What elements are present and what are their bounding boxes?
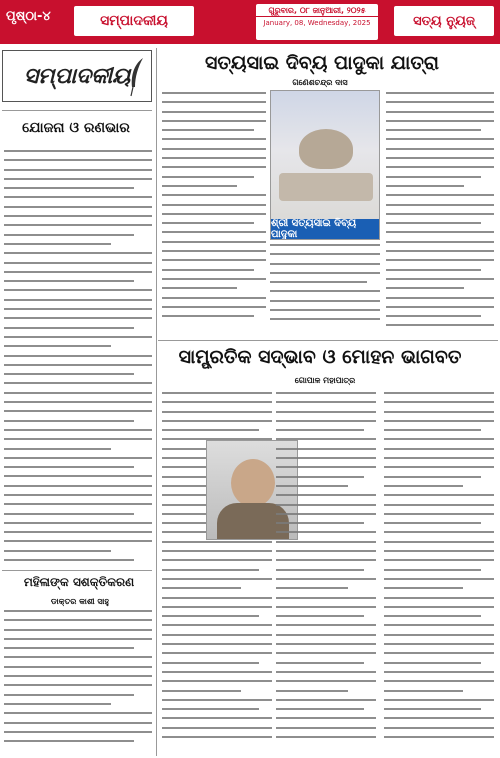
lead-headline: ସତ୍ୟସାଇ ଦିବ୍ୟ ପାଦୁକା ଯାତ୍ରା bbox=[204, 52, 439, 74]
text-line bbox=[386, 194, 494, 196]
text-line bbox=[162, 111, 266, 113]
text-line bbox=[384, 708, 481, 710]
text-line bbox=[162, 259, 266, 261]
text-line bbox=[276, 634, 376, 636]
text-line bbox=[162, 708, 259, 710]
text-line bbox=[162, 204, 266, 206]
text-line bbox=[384, 634, 494, 636]
mid-body-col3 bbox=[384, 392, 494, 754]
text-line bbox=[4, 684, 152, 686]
text-line bbox=[384, 680, 494, 682]
text-line bbox=[162, 101, 266, 103]
text-line bbox=[276, 643, 376, 645]
text-line bbox=[276, 569, 364, 571]
text-line bbox=[162, 176, 254, 178]
text-line bbox=[384, 438, 494, 440]
text-line bbox=[386, 315, 481, 317]
text-line bbox=[4, 336, 152, 338]
text-line bbox=[162, 241, 266, 243]
text-line bbox=[384, 690, 463, 692]
text-line bbox=[4, 169, 152, 171]
text-line bbox=[4, 382, 152, 384]
text-line bbox=[276, 662, 364, 664]
text-line bbox=[4, 420, 134, 422]
text-line bbox=[276, 448, 376, 450]
text-line bbox=[386, 306, 494, 308]
text-line bbox=[384, 392, 494, 394]
text-line bbox=[162, 287, 237, 289]
text-line bbox=[4, 252, 152, 254]
text-line bbox=[386, 250, 494, 252]
text-line bbox=[162, 231, 266, 233]
lead-body-col1 bbox=[162, 92, 266, 332]
text-line bbox=[4, 345, 111, 347]
text-line bbox=[4, 522, 152, 524]
text-line bbox=[270, 318, 380, 320]
text-line bbox=[386, 166, 494, 168]
text-line bbox=[162, 541, 272, 543]
text-line bbox=[276, 671, 376, 673]
text-line bbox=[4, 675, 152, 677]
text-line bbox=[386, 297, 494, 299]
text-line bbox=[384, 662, 481, 664]
text-line bbox=[162, 717, 272, 719]
text-line bbox=[276, 587, 348, 589]
photo-caption: ଶ୍ରୀ ସତ୍ୟସାଇ ଦିବ୍ୟ ପାଦୁକା bbox=[271, 219, 379, 239]
column-rule bbox=[156, 48, 157, 756]
text-line bbox=[4, 531, 152, 533]
text-line bbox=[162, 213, 266, 215]
text-line bbox=[386, 101, 494, 103]
text-line bbox=[270, 300, 380, 302]
photo-subject bbox=[231, 459, 275, 507]
text-line bbox=[4, 485, 152, 487]
text-line bbox=[384, 597, 494, 599]
text-line bbox=[276, 680, 376, 682]
text-line bbox=[384, 615, 481, 617]
text-line bbox=[276, 411, 376, 413]
text-line bbox=[276, 624, 376, 626]
text-line bbox=[162, 411, 272, 413]
text-line bbox=[384, 727, 494, 729]
text-line bbox=[4, 731, 152, 733]
section-label: ସମ୍ପାଦକୀୟ bbox=[74, 6, 194, 36]
text-line bbox=[4, 280, 134, 282]
text-line bbox=[4, 513, 134, 515]
text-line bbox=[384, 485, 463, 487]
text-line bbox=[4, 656, 152, 658]
text-line bbox=[4, 355, 152, 357]
text-line bbox=[386, 185, 464, 187]
text-line bbox=[276, 717, 376, 719]
text-line bbox=[162, 606, 272, 608]
text-line bbox=[276, 522, 364, 524]
date-english: January, 08, Wednesday, 2025 bbox=[263, 19, 371, 27]
lead-body-col3 bbox=[386, 92, 494, 337]
text-line bbox=[162, 652, 272, 654]
text-line bbox=[384, 550, 494, 552]
text-line bbox=[384, 606, 494, 608]
text-line bbox=[276, 429, 364, 431]
photo-subject bbox=[299, 129, 353, 169]
text-line bbox=[4, 206, 152, 208]
text-line bbox=[386, 157, 494, 159]
text-line bbox=[4, 299, 152, 301]
text-line bbox=[4, 327, 134, 329]
text-line bbox=[386, 111, 494, 113]
text-line bbox=[276, 708, 364, 710]
text-line bbox=[386, 148, 494, 150]
text-line bbox=[162, 736, 272, 738]
text-line bbox=[384, 671, 494, 673]
text-line bbox=[4, 317, 152, 319]
text-line bbox=[384, 559, 494, 561]
text-line bbox=[270, 290, 380, 292]
text-line bbox=[4, 159, 152, 161]
text-line bbox=[384, 587, 463, 589]
text-line bbox=[384, 448, 494, 450]
divider bbox=[2, 110, 152, 111]
date-odia: ଗୁରୁବାର, ୦୮ ଜାନୁଆରୀ, ୨୦୨୫ bbox=[256, 6, 378, 17]
text-line bbox=[162, 690, 241, 692]
text-line bbox=[4, 694, 134, 696]
editorial-masthead bbox=[2, 50, 152, 102]
text-line bbox=[384, 531, 494, 533]
text-line bbox=[4, 234, 134, 236]
text-line bbox=[276, 392, 376, 394]
text-line bbox=[162, 420, 272, 422]
text-line bbox=[4, 722, 152, 724]
text-line bbox=[162, 578, 272, 580]
text-line bbox=[162, 120, 266, 122]
text-line bbox=[384, 578, 494, 580]
text-line bbox=[162, 392, 272, 394]
text-line bbox=[386, 204, 494, 206]
text-line bbox=[162, 662, 259, 664]
text-line bbox=[270, 309, 380, 311]
text-line bbox=[4, 187, 134, 189]
mid-body-col2 bbox=[276, 392, 376, 754]
text-line bbox=[384, 494, 494, 496]
date-box bbox=[256, 4, 378, 40]
text-line bbox=[4, 703, 111, 705]
page-header bbox=[0, 0, 500, 44]
quill-icon bbox=[129, 57, 145, 97]
text-line bbox=[384, 643, 494, 645]
text-line bbox=[384, 420, 494, 422]
text-line bbox=[162, 587, 241, 589]
text-line bbox=[276, 550, 376, 552]
left-second-headline: ମହିଳାଙ୍କ ସଶକ୍ତିକରଣ bbox=[23, 575, 135, 589]
text-line bbox=[386, 92, 494, 94]
text-line bbox=[276, 494, 376, 496]
text-line bbox=[384, 513, 494, 515]
text-line bbox=[276, 420, 376, 422]
text-line bbox=[270, 263, 380, 265]
text-line bbox=[4, 438, 152, 440]
text-line bbox=[4, 243, 111, 245]
text-line bbox=[276, 504, 376, 506]
text-line bbox=[384, 569, 481, 571]
text-line bbox=[384, 401, 494, 403]
text-line bbox=[4, 178, 152, 180]
text-line bbox=[4, 196, 152, 198]
text-line bbox=[386, 138, 494, 140]
text-line bbox=[162, 429, 259, 431]
text-line bbox=[4, 448, 111, 450]
text-line bbox=[4, 401, 152, 403]
text-line bbox=[386, 259, 494, 261]
text-line bbox=[276, 438, 376, 440]
text-line bbox=[386, 278, 494, 280]
text-line bbox=[276, 466, 376, 468]
text-line bbox=[4, 550, 111, 552]
text-line bbox=[4, 712, 152, 714]
text-line bbox=[386, 120, 494, 122]
text-line bbox=[386, 176, 481, 178]
text-line bbox=[4, 638, 152, 640]
text-line bbox=[162, 671, 272, 673]
text-line bbox=[276, 615, 364, 617]
text-line bbox=[162, 699, 272, 701]
text-line bbox=[4, 373, 134, 375]
text-line bbox=[162, 680, 272, 682]
text-line bbox=[276, 597, 376, 599]
text-line bbox=[162, 597, 272, 599]
text-line bbox=[162, 615, 259, 617]
text-line bbox=[162, 269, 254, 271]
text-line bbox=[162, 157, 266, 159]
text-line bbox=[162, 727, 272, 729]
lead-photo bbox=[270, 90, 380, 240]
text-line bbox=[162, 401, 272, 403]
text-line bbox=[4, 666, 152, 668]
text-line bbox=[162, 250, 266, 252]
text-line bbox=[386, 222, 481, 224]
text-line bbox=[276, 727, 376, 729]
masthead-title: ସମ୍ପାଦକୀୟ bbox=[23, 63, 131, 89]
text-line bbox=[276, 652, 376, 654]
text-line bbox=[4, 740, 134, 742]
text-line bbox=[384, 476, 481, 478]
text-line bbox=[162, 92, 266, 94]
text-line bbox=[384, 457, 494, 459]
text-line bbox=[384, 736, 494, 738]
text-line bbox=[386, 129, 481, 131]
text-line bbox=[386, 269, 481, 271]
text-line bbox=[4, 610, 152, 612]
text-line bbox=[270, 244, 380, 246]
text-line bbox=[384, 411, 494, 413]
text-line bbox=[384, 466, 494, 468]
mid-headline: ସାମ୍ପ୍ରତିକ ସଦ୍ଭାବ ଓ ମୋହନ ଭାଗବତ bbox=[178, 346, 462, 368]
lead-byline: ଗଣେଶଚନ୍ଦ୍ର ଦାସ bbox=[292, 78, 348, 87]
left-second-body bbox=[4, 610, 152, 755]
text-line bbox=[4, 429, 152, 431]
text-line bbox=[276, 690, 348, 692]
text-line bbox=[162, 624, 272, 626]
text-line bbox=[386, 324, 494, 326]
text-line bbox=[276, 457, 376, 459]
left-second-byline: ଡାକ୍ତର କାଶୀ ସାହୁ bbox=[50, 597, 110, 606]
text-line bbox=[4, 224, 152, 226]
text-line bbox=[276, 699, 376, 701]
text-line bbox=[162, 569, 259, 571]
text-line bbox=[270, 253, 380, 255]
text-line bbox=[4, 150, 152, 152]
text-line bbox=[4, 647, 134, 649]
text-line bbox=[276, 578, 376, 580]
text-line bbox=[4, 540, 152, 542]
text-line bbox=[270, 272, 380, 274]
text-line bbox=[162, 129, 254, 131]
text-line bbox=[384, 652, 494, 654]
text-line bbox=[4, 494, 152, 496]
photo-base bbox=[279, 173, 373, 201]
text-line bbox=[384, 522, 481, 524]
text-line bbox=[4, 629, 152, 631]
text-line bbox=[276, 476, 364, 478]
text-line bbox=[386, 231, 494, 233]
text-line bbox=[4, 466, 134, 468]
left-body-text bbox=[4, 150, 152, 570]
text-line bbox=[4, 271, 152, 273]
text-line bbox=[162, 550, 272, 552]
text-line bbox=[4, 289, 152, 291]
text-line bbox=[4, 619, 152, 621]
text-line bbox=[386, 287, 464, 289]
text-line bbox=[386, 241, 494, 243]
text-line bbox=[4, 503, 152, 505]
text-line bbox=[4, 262, 152, 264]
text-line bbox=[162, 148, 266, 150]
text-line bbox=[4, 364, 152, 366]
text-line bbox=[4, 392, 152, 394]
text-line bbox=[384, 717, 494, 719]
text-line bbox=[276, 513, 376, 515]
text-line bbox=[276, 531, 376, 533]
text-line bbox=[276, 606, 376, 608]
text-line bbox=[4, 475, 152, 477]
text-line bbox=[162, 185, 237, 187]
text-line bbox=[162, 634, 272, 636]
text-line bbox=[384, 429, 481, 431]
text-line bbox=[162, 643, 272, 645]
text-line bbox=[162, 306, 266, 308]
text-line bbox=[4, 215, 152, 217]
text-line bbox=[384, 504, 494, 506]
text-line bbox=[162, 138, 266, 140]
text-line bbox=[384, 699, 494, 701]
text-line bbox=[384, 624, 494, 626]
brand-logo: ସତ୍ୟ ନ୍ୟୁଜ୍ bbox=[394, 6, 494, 36]
lead-body-col2 bbox=[270, 244, 380, 334]
divider bbox=[158, 340, 498, 341]
text-line bbox=[162, 315, 254, 317]
text-line bbox=[4, 410, 152, 412]
text-line bbox=[4, 457, 152, 459]
text-line bbox=[276, 485, 348, 487]
text-line bbox=[162, 278, 266, 280]
text-line bbox=[162, 194, 266, 196]
text-line bbox=[384, 541, 494, 543]
page-number: ପୃଷ୍ଠା-୪ bbox=[6, 9, 51, 24]
text-line bbox=[162, 166, 266, 168]
text-line bbox=[162, 297, 266, 299]
text-line bbox=[276, 541, 376, 543]
text-line bbox=[4, 308, 152, 310]
text-line bbox=[276, 736, 376, 738]
text-line bbox=[386, 213, 494, 215]
text-line bbox=[162, 559, 272, 561]
text-line bbox=[4, 559, 134, 561]
mid-byline: ଗୋପାଳ ମହାପାତ୍ର bbox=[294, 376, 356, 385]
left-headline: ଯୋଜନା ଓ ରଣଭାର bbox=[22, 120, 130, 136]
text-line bbox=[270, 281, 367, 283]
divider bbox=[2, 570, 152, 571]
text-line bbox=[276, 559, 376, 561]
text-line bbox=[276, 401, 376, 403]
text-line bbox=[162, 222, 254, 224]
